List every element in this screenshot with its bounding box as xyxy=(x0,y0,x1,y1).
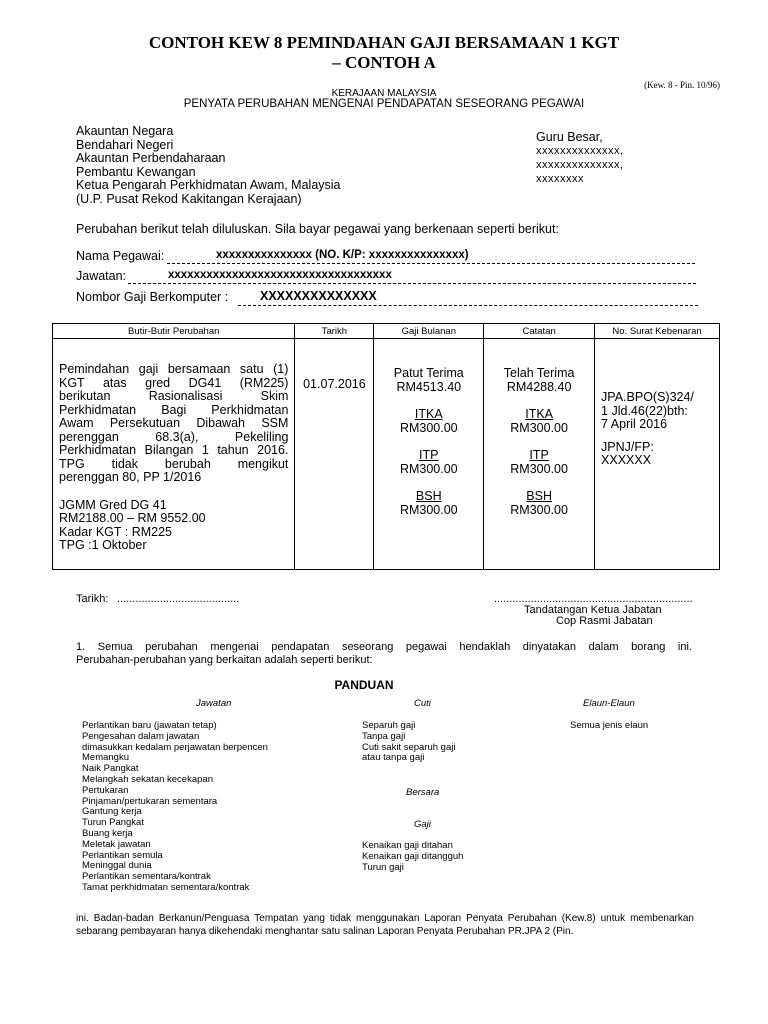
addressee-list xyxy=(76,125,341,206)
details-line: Awam Persekutuan Dibawah SSM xyxy=(59,416,289,430)
addressee-item: Pembantu Kewangan xyxy=(76,164,196,179)
name-underline xyxy=(167,263,695,264)
panduan-col3-list xyxy=(570,721,648,732)
details-line: berikutan Rasionalisasi Skim xyxy=(59,389,289,403)
notes-title: Telah Terima xyxy=(503,366,575,380)
panduan-gaji-heading: Gaji xyxy=(414,819,431,830)
notes-amount: RM4288.40 xyxy=(506,379,572,394)
doc-subtitle: PENYATA PERUBAHAN MENGENAI PENDAPATAN SESEORANG PEGAWAI xyxy=(183,98,585,110)
addressee-item: Bendahari Negeri xyxy=(76,137,174,152)
details-extra-line: Kadar KGT : RM225 xyxy=(59,524,173,539)
letter-line: JPA.BPO(S)324/ xyxy=(601,390,694,404)
panduan-item: Pengesahan dalam jawatan xyxy=(82,730,200,742)
details-line: perenggan 68.3(a), Pekeliling xyxy=(59,429,289,444)
footer-line2: sebarang pembayaran hanya dikehendaki menghantar satu salinan Laporan Penyata Perubahan PR.JPA 2 (Pin. xyxy=(76,926,574,937)
letter-line: 1 Jld.46(22)bth: xyxy=(601,403,688,418)
sender-line: xxxxxxxxxxxxxx, xyxy=(536,159,624,171)
panduan-item: Meninggal dunia xyxy=(82,860,152,872)
panduan-col3-heading: Elaun-Elaun xyxy=(583,698,635,709)
panduan-col1-list xyxy=(82,721,268,894)
panduan-col2-list xyxy=(362,721,455,764)
sender-line: xxxxxxxxxxxxxx, xyxy=(536,145,624,157)
notes-bsh-label: BSH xyxy=(526,489,552,503)
notes-bsh-amount: RM300.00 xyxy=(510,502,568,517)
table-header-row xyxy=(53,324,720,339)
addressee-item: Akauntan Negara xyxy=(76,124,174,138)
panduan-item: Separuh gaji xyxy=(362,720,416,731)
header-letter-no: No. Surat Kebenaran xyxy=(595,324,720,339)
sender-block xyxy=(536,130,624,186)
panduan-item: Semua jenis elaun xyxy=(570,720,649,731)
details-line: Pemindahan gaji bersamaan satu (1) xyxy=(59,362,289,376)
salary-title: Patut Terima xyxy=(393,366,464,380)
salary-itka-amount: RM300.00 xyxy=(399,420,458,435)
salary-cell xyxy=(374,339,484,570)
details-extra-line: TPG :1 Oktober xyxy=(59,538,147,552)
panduan-item: Kenaikan gaji ditangguh xyxy=(362,850,464,862)
letter-line: JPNJ/FP: xyxy=(601,439,654,454)
salary-itp-amount: RM300.00 xyxy=(399,461,458,476)
notes-itp-amount: RM300.00 xyxy=(510,461,568,476)
details-extra-line: RM2188.00 – RM 9552.00 xyxy=(59,511,206,525)
header-date: Tarikh xyxy=(295,324,374,339)
panduan-item: Pinjaman/pertukaran sementara xyxy=(82,795,218,807)
details-cell xyxy=(53,339,295,570)
pay-number-underline xyxy=(238,305,698,306)
addressee-item: Ketua Pengarah Perkhidmatan Awam, Malaysia xyxy=(76,178,341,192)
signature-dots: ................................................................. xyxy=(494,593,693,605)
panduan-item: dimasukkan kedalam perjawatan berpencen xyxy=(82,741,268,753)
letter-block xyxy=(595,339,719,468)
panduan-item: Turun gaji xyxy=(362,861,404,873)
note1-line2: Perubahan-perubahan yang berkaitan adalah seperti berikut: xyxy=(76,654,373,666)
post-label: Jawatan: xyxy=(76,269,127,283)
details-line: TPG tidak berubah mengikut xyxy=(59,456,289,471)
panduan-item: atau tanpa gaji xyxy=(362,752,425,764)
panduan-item: Tanpa gaji xyxy=(362,730,406,742)
instruction-text: Perubahan berikut telah diluluskan. Sila bayar pegawai yang berkenaan seperti berikut: xyxy=(76,222,559,236)
panduan-item: Turun Pangkat xyxy=(82,817,144,829)
notes-itka-amount: RM300.00 xyxy=(510,420,568,435)
letter-line: XXXXXX xyxy=(601,453,652,467)
notes-cell xyxy=(484,339,595,570)
effective-date: 01.07.2016 xyxy=(303,377,366,391)
pay-number-value: XXXXXXXXXXXXXX xyxy=(260,289,377,303)
signature-label: Tandatangan Ketua Jabatan xyxy=(524,604,662,616)
doc-title-line1: CONTOH KEW 8 PEMINDAHAN GAJI BERSAMAAN 1 KGT xyxy=(148,33,620,52)
details-last-line: perenggan 80, PP 1/2016 xyxy=(59,470,202,484)
details-line: Perkhidmatan Bagi Perkhidmatan xyxy=(59,402,289,417)
panduan-item: Meletak jawatan xyxy=(82,838,151,850)
details-line: KGT atas gred DG41 (RM225) xyxy=(59,375,289,390)
panduan-item: Perlantikan baru (jawatan tetap) xyxy=(82,720,217,731)
panduan-col2-heading: Cuti xyxy=(414,698,431,709)
panduan-item: Buang kerja xyxy=(82,827,133,839)
header-notes: Catatan xyxy=(484,324,595,339)
date-cell xyxy=(295,339,374,570)
footer-line1: ini. Badan-badan Berkanun/Penguasa Tempatan yang tidak menggunakan Laporan Penyata Perubahan (Kew.8) untuk membenarkan xyxy=(76,913,694,924)
details-line: Perkhidmatan Bilangan 1 tahun 2016. xyxy=(59,443,289,457)
salary-block xyxy=(374,339,483,517)
panduan-item: Cuti sakit separuh gaji xyxy=(362,741,456,753)
notes-itp-label: ITP xyxy=(529,448,549,462)
date-label: Tarikh: xyxy=(76,593,109,605)
salary-itka-label: ITKA xyxy=(414,407,443,421)
form-code: (Kew. 8 - Pin. 10/96) xyxy=(644,80,720,90)
pay-number-label: Nombor Gaji Berkomputer : xyxy=(76,290,229,304)
panduan-item: Memangku xyxy=(82,752,129,764)
table-row xyxy=(53,339,720,570)
details-extra xyxy=(53,499,294,553)
salary-bsh-amount: RM300.00 xyxy=(399,502,458,517)
panduan-item: Perlantikan semula xyxy=(82,849,163,861)
name-label: Nama Pegawai: xyxy=(76,249,165,263)
panduan-item: Melangkah sekatan kecekapan xyxy=(82,773,213,785)
panduan-item: Perlantikan sementara/kontrak xyxy=(82,871,211,883)
details-text xyxy=(53,339,294,471)
salary-amount: RM4513.40 xyxy=(396,379,462,394)
addressee-item: Akauntan Perbendaharaan xyxy=(76,151,226,165)
note1-line1: 1. Semua perubahan mengenai pendapatan seseorang pegawai hendaklah dinyatakan dalam borang ini. xyxy=(76,641,692,653)
salary-bsh-label: BSH xyxy=(415,489,442,503)
addressee-item: (U.P. Pusat Rekod Kakitangan Kerajaan) xyxy=(76,191,302,206)
panduan-gaji-list xyxy=(362,841,463,873)
letter-cell xyxy=(595,339,720,570)
panduan-item: Kenaikan gaji ditahan xyxy=(362,840,453,851)
panduan-item: Pertukaran xyxy=(82,784,129,796)
notes-itka-label: ITKA xyxy=(525,407,554,421)
panduan-item: Tamat perkhidmatan sementara/kontrak xyxy=(82,881,250,893)
stamp-label: Cop Rasmi Jabatan xyxy=(556,615,653,627)
sender-title: Guru Besar, xyxy=(536,130,603,144)
date-dots: ........................................ xyxy=(117,593,240,605)
panduan-col1-heading: Jawatan xyxy=(196,698,232,709)
panduan-item: Gantung kerja xyxy=(82,806,142,818)
panduan-title: PANDUAN xyxy=(334,678,394,692)
post-value: xxxxxxxxxxxxxxxxxxxxxxxxxxxxxxxxxxx xyxy=(168,269,392,281)
panduan-item: Naik Pangkat xyxy=(82,763,139,775)
notes-block xyxy=(484,339,594,517)
sender-line: xxxxxxxx xyxy=(536,173,584,185)
changes-table xyxy=(52,323,720,570)
panduan-bersara-heading: Bersara xyxy=(406,787,440,798)
salary-itp-label: ITP xyxy=(419,448,439,462)
doc-title-line2: – CONTOH A xyxy=(332,53,436,72)
header-details: Butir-Butir Perubahan xyxy=(53,324,295,339)
name-value: xxxxxxxxxxxxxxx (NO. K/P: xxxxxxxxxxxxxxx) xyxy=(216,249,469,261)
gov-heading: KERAJAAN MALAYSIA xyxy=(331,88,437,99)
details-extra-line: JGMM Gred DG 41 xyxy=(59,497,167,512)
header-salary: Gaji Bulanan xyxy=(374,324,484,339)
letter-line: 7 April 2016 xyxy=(601,417,668,431)
post-underline xyxy=(128,283,696,284)
